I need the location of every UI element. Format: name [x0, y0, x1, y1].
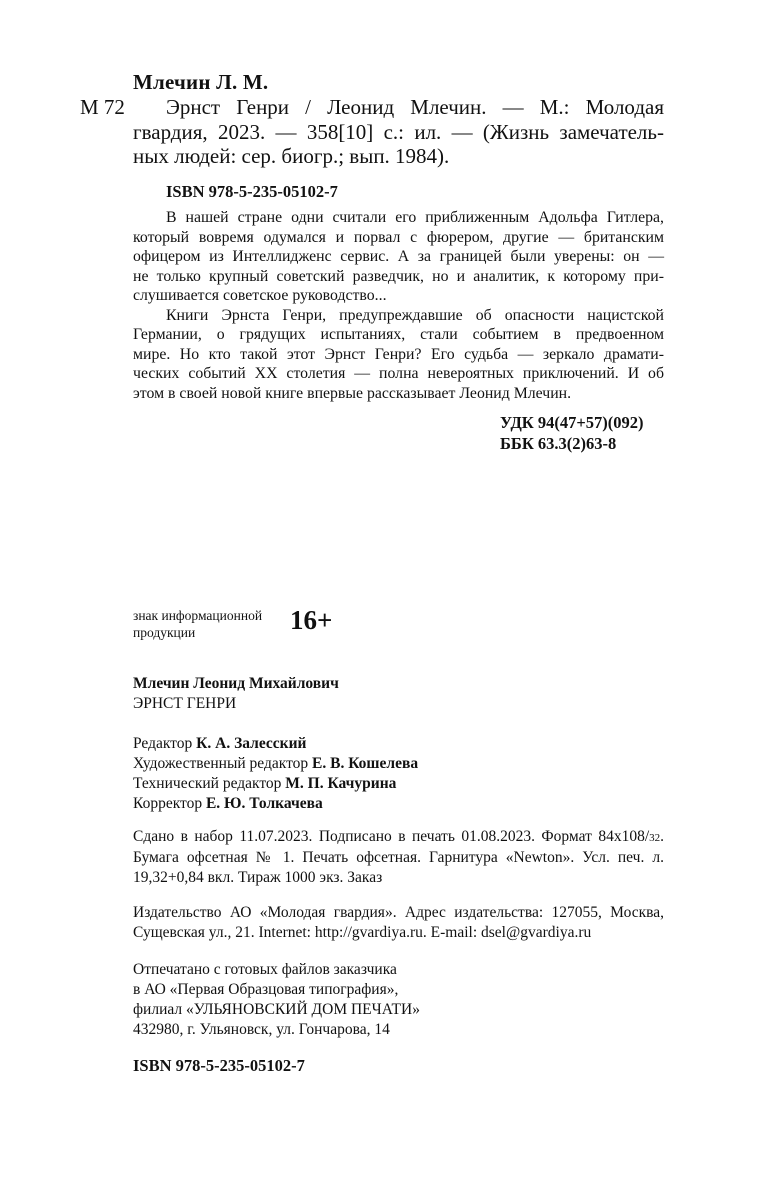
printer-info: [133, 960, 420, 1040]
publisher-info: [133, 903, 664, 943]
credit-name: Е. В. Кошелева: [312, 755, 419, 772]
print-details-text: .: [660, 828, 664, 845]
credit-name: Е. Ю. Толкачева: [205, 795, 323, 812]
format-fraction: 32: [649, 832, 661, 844]
print-details-text: Сдано в набор 11.07.2023. Подписано в печать 01.08.2023. Формат 84x108/: [133, 828, 650, 845]
credit-role: Корректор: [133, 795, 206, 812]
annotation-line: этом в своей новой книге впервые рассказывает Леонид Млечин.: [133, 384, 572, 402]
book-title: ЭРНСТ ГЕНРИ: [133, 695, 237, 712]
annotation-line: мире. Но кто такой этот Эрнст Генри? Его судьба — зеркало драмати-: [133, 345, 664, 363]
shelf-code: М 72: [80, 95, 125, 119]
annotation-paragraph-2: [133, 306, 664, 404]
printer-line: филиал «УЛЬЯНОВСКИЙ ДОМ ПЕЧАТИ»: [133, 1001, 420, 1018]
annotation-line: В нашей стране одни считали его приближенным Адольфа Гитлера,: [166, 209, 664, 226]
publisher-line: Сущевская ул., 21. Internet: http://gvardiya.ru. E-mail: dsel@gvardiya.ru: [133, 924, 592, 941]
annotation-line: слушивается советское руководство...: [133, 287, 387, 304]
credit-name: К. А. Залесский: [196, 735, 307, 752]
age-rating-label: [133, 607, 262, 641]
author-full-name: Млечин Леонид Михайлович: [133, 675, 339, 692]
udk-code: УДК 94(47+57)(092): [500, 413, 644, 432]
age-rating-mark: 16+: [290, 605, 333, 635]
credit-role: Художественный редактор: [133, 755, 313, 772]
credit-tech-editor: [133, 774, 418, 794]
annotation-line: Книги Эрнста Генри, предупреждавшие об опасности нацистской: [166, 306, 664, 324]
print-details-line: 19,32+0,84 вкл. Тираж 1000 экз. Заказ: [133, 869, 383, 886]
annotation-line: Германии, о грядущих испытаниях, стали событием в предвоенном: [133, 326, 664, 343]
colophon-title-block: [133, 674, 339, 714]
biblio-line: гвардия, 2023. — 358[10] с.: ил. — (Жизнь замечатель-: [133, 119, 664, 144]
credit-role: Редактор: [133, 735, 197, 752]
printer-line: Отпечатано с готовых файлов заказчика: [133, 961, 397, 978]
biblio-line: ных людей: сер. биогр.; вып. 1984).: [133, 144, 450, 168]
age-rating-label-line: продукции: [133, 625, 196, 640]
isbn-top: ISBN 978-5-235-05102-7: [166, 182, 338, 201]
credit-proofreader: [133, 794, 418, 814]
print-details: [133, 827, 664, 888]
author-heading: Млечин Л. М.: [133, 70, 269, 94]
credits: [133, 734, 418, 814]
biblio-line: Эрнст Генри / Леонид Млечин. — М.: Молодая: [166, 95, 664, 119]
credit-role: Технический редактор: [133, 775, 286, 792]
annotation: [133, 208, 664, 403]
age-rating-label-line: знак информационной: [133, 608, 263, 623]
annotation-line: офицером из Интеллидженс сервис. А за границей были уверены: он —: [133, 248, 664, 265]
annotation-line: не только крупный советский разведчик, но и аналитик, к которому при-: [133, 267, 664, 285]
credit-editor: [133, 734, 418, 754]
credit-name: М. П. Качурина: [285, 775, 397, 792]
annotation-line: который вовремя одумался и порвал с фюрером, другие — британским: [133, 228, 664, 246]
credit-art-editor: [133, 754, 418, 774]
isbn-bottom: ISBN 978-5-235-05102-7: [133, 1056, 305, 1075]
print-details-line: [133, 827, 664, 848]
bibliographic-description: [133, 95, 664, 169]
bbk-code: ББК 63.3(2)63-8: [500, 434, 617, 453]
annotation-line: ческих событий XX столетия — полна невероятных приключений. И об: [133, 365, 664, 382]
printer-line: 432980, г. Ульяновск, ул. Гончарова, 14: [133, 1021, 390, 1038]
print-details-line: Бумага офсетная № 1. Печать офсетная. Гарнитура «Newton». Усл. печ. л.: [133, 849, 664, 866]
classification-codes: [500, 412, 644, 454]
printer-line: в АО «Первая Образцовая типография»,: [133, 981, 399, 998]
publisher-line: Издательство АО «Молодая гвардия». Адрес издательства: 127055, Москва,: [133, 904, 664, 921]
annotation-paragraph-1: [133, 208, 664, 306]
